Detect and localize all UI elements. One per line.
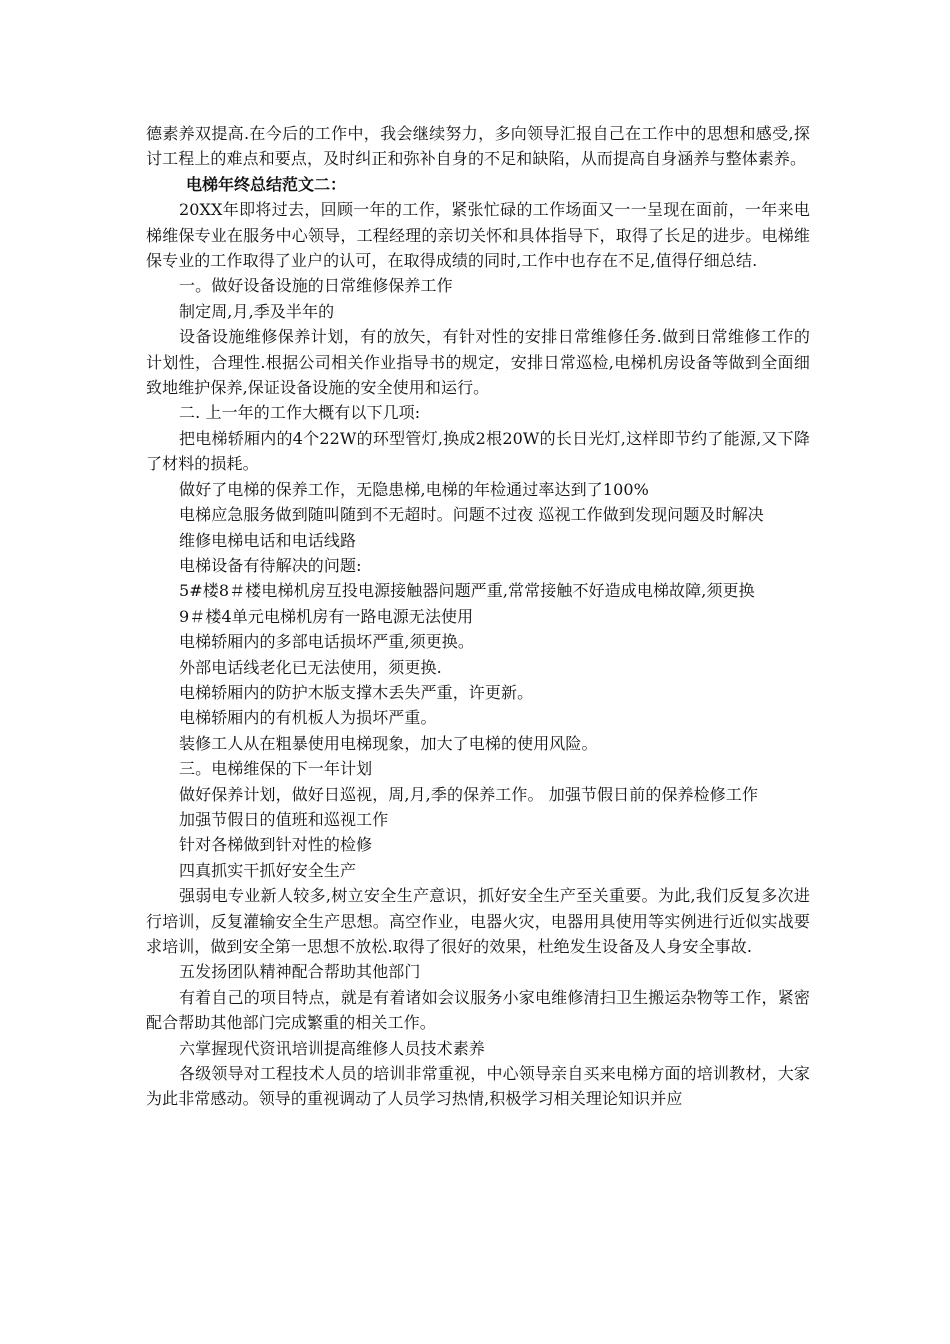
body-paragraph: 强弱电专业新人较多,树立安全生产意识，抓好安全生产至关重要。为此,我们反复多次进行培训，反复灌输安全生产思想。高空作业，电器火灾，电器用具使用等实例进行近似实战要求培训，做到安全第一思想不放松.取得了很好的效果，杜绝发生设备及人身安全事故. [146,886,810,956]
body-paragraph: 各级领导对工程技术人员的培训非常重视，中心领导亲自买来电梯方面的培训教材，大家为此非常感动。领导的重视调动了人员学习热情,积极学习相关理论知识并应 [146,1064,810,1109]
body-paragraph: 20XX年即将过去，回顾一年的工作，紧张忙碌的工作场面又一一呈现在面前，一年来电梯维保专业在服务中心领导，工程经理的亲切关怀和具体指导下，取得了长足的进步。电梯维保专业的工作取得了业户的认可，在取得成绩的同时,工作中也存在不足,值得仔细总结. [146,200,810,271]
document-page [146,121,810,1112]
body-paragraph: 电梯设备有待解决的问题: [179,555,362,575]
body-paragraph: 电梯应急服务做到随叫随到不无超时。问题不过夜 巡视工作做到发现问题及时解决 [179,505,764,525]
item-heading: 三。电梯维保的下一年计划 [179,759,373,779]
body-paragraph: 9＃楼4单元电梯机房有一路电源无法使用 [179,606,474,626]
body-paragraph: 5#楼8＃楼电梯机房互投电源接触器问题严重,常常接触不好造成电梯故障,须更换 [179,581,755,601]
item-heading: 五发扬团队精神配合帮助其他部门 [179,962,421,982]
body-paragraph: 设备设施维修保养计划，有的放矢，有针对性的安排日常维修任务.做到日常维修工作的计划性，合理性.根据公司相关作业指导书的规定，安排日常巡检,电梯机房设备等做到全面细致地维护保养,保证设备设施的安全使用和运行。 [146,327,810,398]
item-heading: 六掌握现代资讯培训提高维修人员技术素养 [179,1038,485,1058]
body-paragraph: 电梯轿厢内的有机板人为损坏严重。 [179,708,437,728]
section-title: 电梯年终总结范文二： [186,174,347,194]
body-paragraph: 维修电梯电话和电话线路 [179,530,357,550]
body-paragraph: 制定周,月,季及半年的 [179,301,335,321]
item-heading: 四真抓实干抓好安全生产 [179,860,357,880]
body-paragraph: 做好保养计划，做好日巡视，周,月,季的保养工作。 加强节假日前的保养检修工作 [179,784,759,804]
body-paragraph: 电梯轿厢内的防护木版支撑木丢失严重，许更新。 [179,682,534,702]
intro-paragraph: 德素养双提高.在今后的工作中，我会继续努力，多向领导汇报自己在工作中的思想和感受,探讨工程上的难点和要点，及时纠正和弥补自身的不足和缺陷，从而提高自身涵养与整体素养。 [146,124,810,169]
body-paragraph: 针对各梯做到针对性的检修 [179,835,373,855]
item-heading: 二. 上一年的工作大概有以下几项: [179,403,421,423]
body-paragraph: 加强节假日的值班和巡视工作 [179,809,389,829]
body-paragraph: 电梯轿厢内的多部电话损坏严重,须更换。 [179,632,474,652]
body-paragraph: 有着自己的项目特点，就是有着诸如会议服务小家电维修清扫卫生搬运杂物等工作，紧密配合帮助其他部门完成繁重的相关工作。 [146,987,810,1033]
body-paragraph: 做好了电梯的保养工作，无隐患梯,电梯的年检通过率达到了100% [179,479,649,499]
body-paragraph: 外部电话线老化已无法使用，须更换. [179,657,442,677]
body-paragraph: 把电梯轿厢内的4个22W的环型管灯,换成2根20W的长日光灯,这样即节约了能源,又下降了材料的损耗。 [146,428,810,474]
body-paragraph: 装修工人从在粗暴使用电梯现象，加大了电梯的使用风险。 [179,733,598,753]
item-heading: 一。做好设备设施的日常维修保养工作 [179,276,453,296]
